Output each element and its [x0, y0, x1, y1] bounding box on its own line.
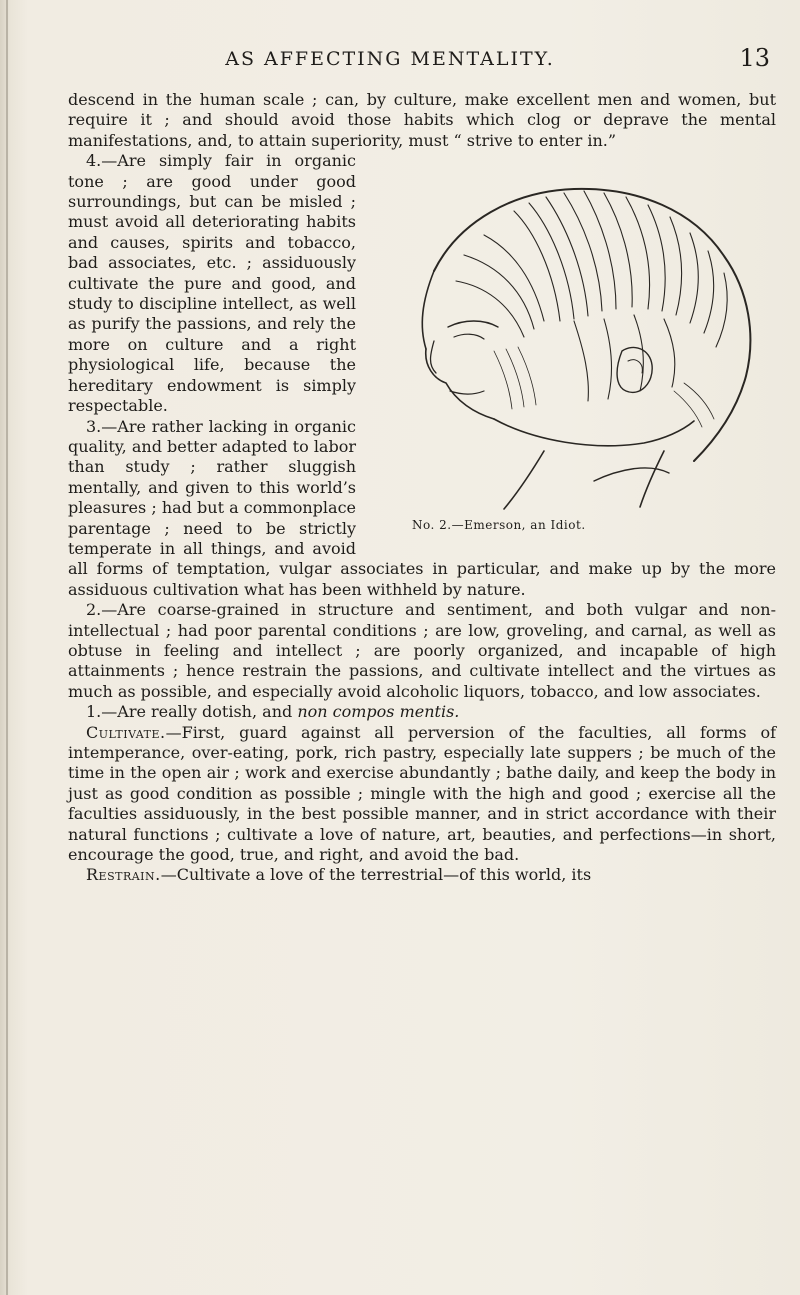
page-header	[70, 44, 770, 78]
hair-strokes	[456, 191, 727, 401]
paragraph-4: 4.—Are simply fair in organic tone ; are good under good surroundings, but can be misled ; must avoid all deteriorating habits and causes, spirits and tobacco, bad associates, etc. ; assiduously cultivate the pure and good, and study to discipline intellect, as well as purify the passions, and rely the more on culture and a right physiological life, because the hereditary endowment is simply respectable.	[68, 151, 356, 416]
collar	[594, 468, 669, 481]
eyebrow	[448, 321, 498, 327]
figure-caption: No. 2.—Emerson, an Idiot.	[412, 517, 586, 532]
paragraph-3: 3.—Are rather lacking in organic quality, and better adapted to labor than study ; rather sluggish mentally, and given to this world’s pleasures ; had but a commonplace parentage ; need to be strictly temperate in all things, and avoid all forms of temptation, vulgar associates in particular, and make up by the more assiduous cultivation what has been withheld by nature.	[68, 416, 776, 599]
forehead-line	[422, 271, 434, 349]
restrain-text: —Cultivate a love of the terrestrial—of this world, its	[160, 865, 592, 885]
cheek-shading	[494, 347, 714, 427]
face-profile	[426, 349, 494, 419]
paragraph-1-lead: 1.—Are really dotish, and	[86, 702, 298, 722]
paragraph-1	[68, 702, 776, 722]
mouth	[450, 391, 484, 394]
neck-front	[504, 451, 544, 509]
ear	[617, 348, 652, 393]
paragraph-2: 2.—Are coarse-grained in structure and sentiment, and both vulgar and non-intellectual ; had poor parental conditions ; are low, groveling, and carnal, as well as obtuse in feeling and intellect ; are poorly organized, and incapable of high attainments ; hence restrain the passions, and cultivate intellect and the virtues as much as possible, and especially avoid alcoholic liquors, tobacco, and low associates.	[68, 600, 776, 701]
cultivate-label: Cultivate.	[86, 722, 166, 742]
paragraph-continuation: descend in the human scale ; can, by culture, make excellent men and women, but require it ; and should avoid those habits which clog or deprave the mental manifestations, and, to attain superiority, must “ strive to enter in.”	[68, 90, 776, 150]
eye	[454, 334, 484, 339]
figure-emerson	[364, 151, 776, 539]
body-text	[68, 90, 776, 886]
paragraph-cultivate	[68, 723, 776, 866]
restrain-label: Restrain.	[86, 865, 161, 885]
nose	[431, 341, 437, 373]
binding-gutter	[6, 0, 8, 1295]
head-outline	[434, 189, 750, 461]
jaw-line	[494, 419, 694, 446]
neck-back	[640, 451, 664, 507]
paragraph-restrain	[68, 865, 776, 885]
cultivate-text: —First, guard against all perversion of the faculties, all forms of intemperance, over-eating, pork, rich pastry, especially late suppers ; be much of the time in the open air ; work and exercise abundantly ; bathe daily, and keep the body in just as good condition as possible ; mingle with the high and good ; exercise all the faculties assiduously, in the best possible manner, and in strict accordance with their natural functions ; cultivate a love of nature, art, beauties, and perfections—in short, encourage the good, true, and right, and avoid the bad.	[68, 722, 776, 865]
page-number: 13	[739, 44, 770, 72]
paragraph-1-latin: non compos mentis.	[297, 702, 460, 722]
engraved-head-illustration	[364, 151, 776, 511]
running-head: AS AFFECTING MENTALITY.	[225, 48, 555, 70]
